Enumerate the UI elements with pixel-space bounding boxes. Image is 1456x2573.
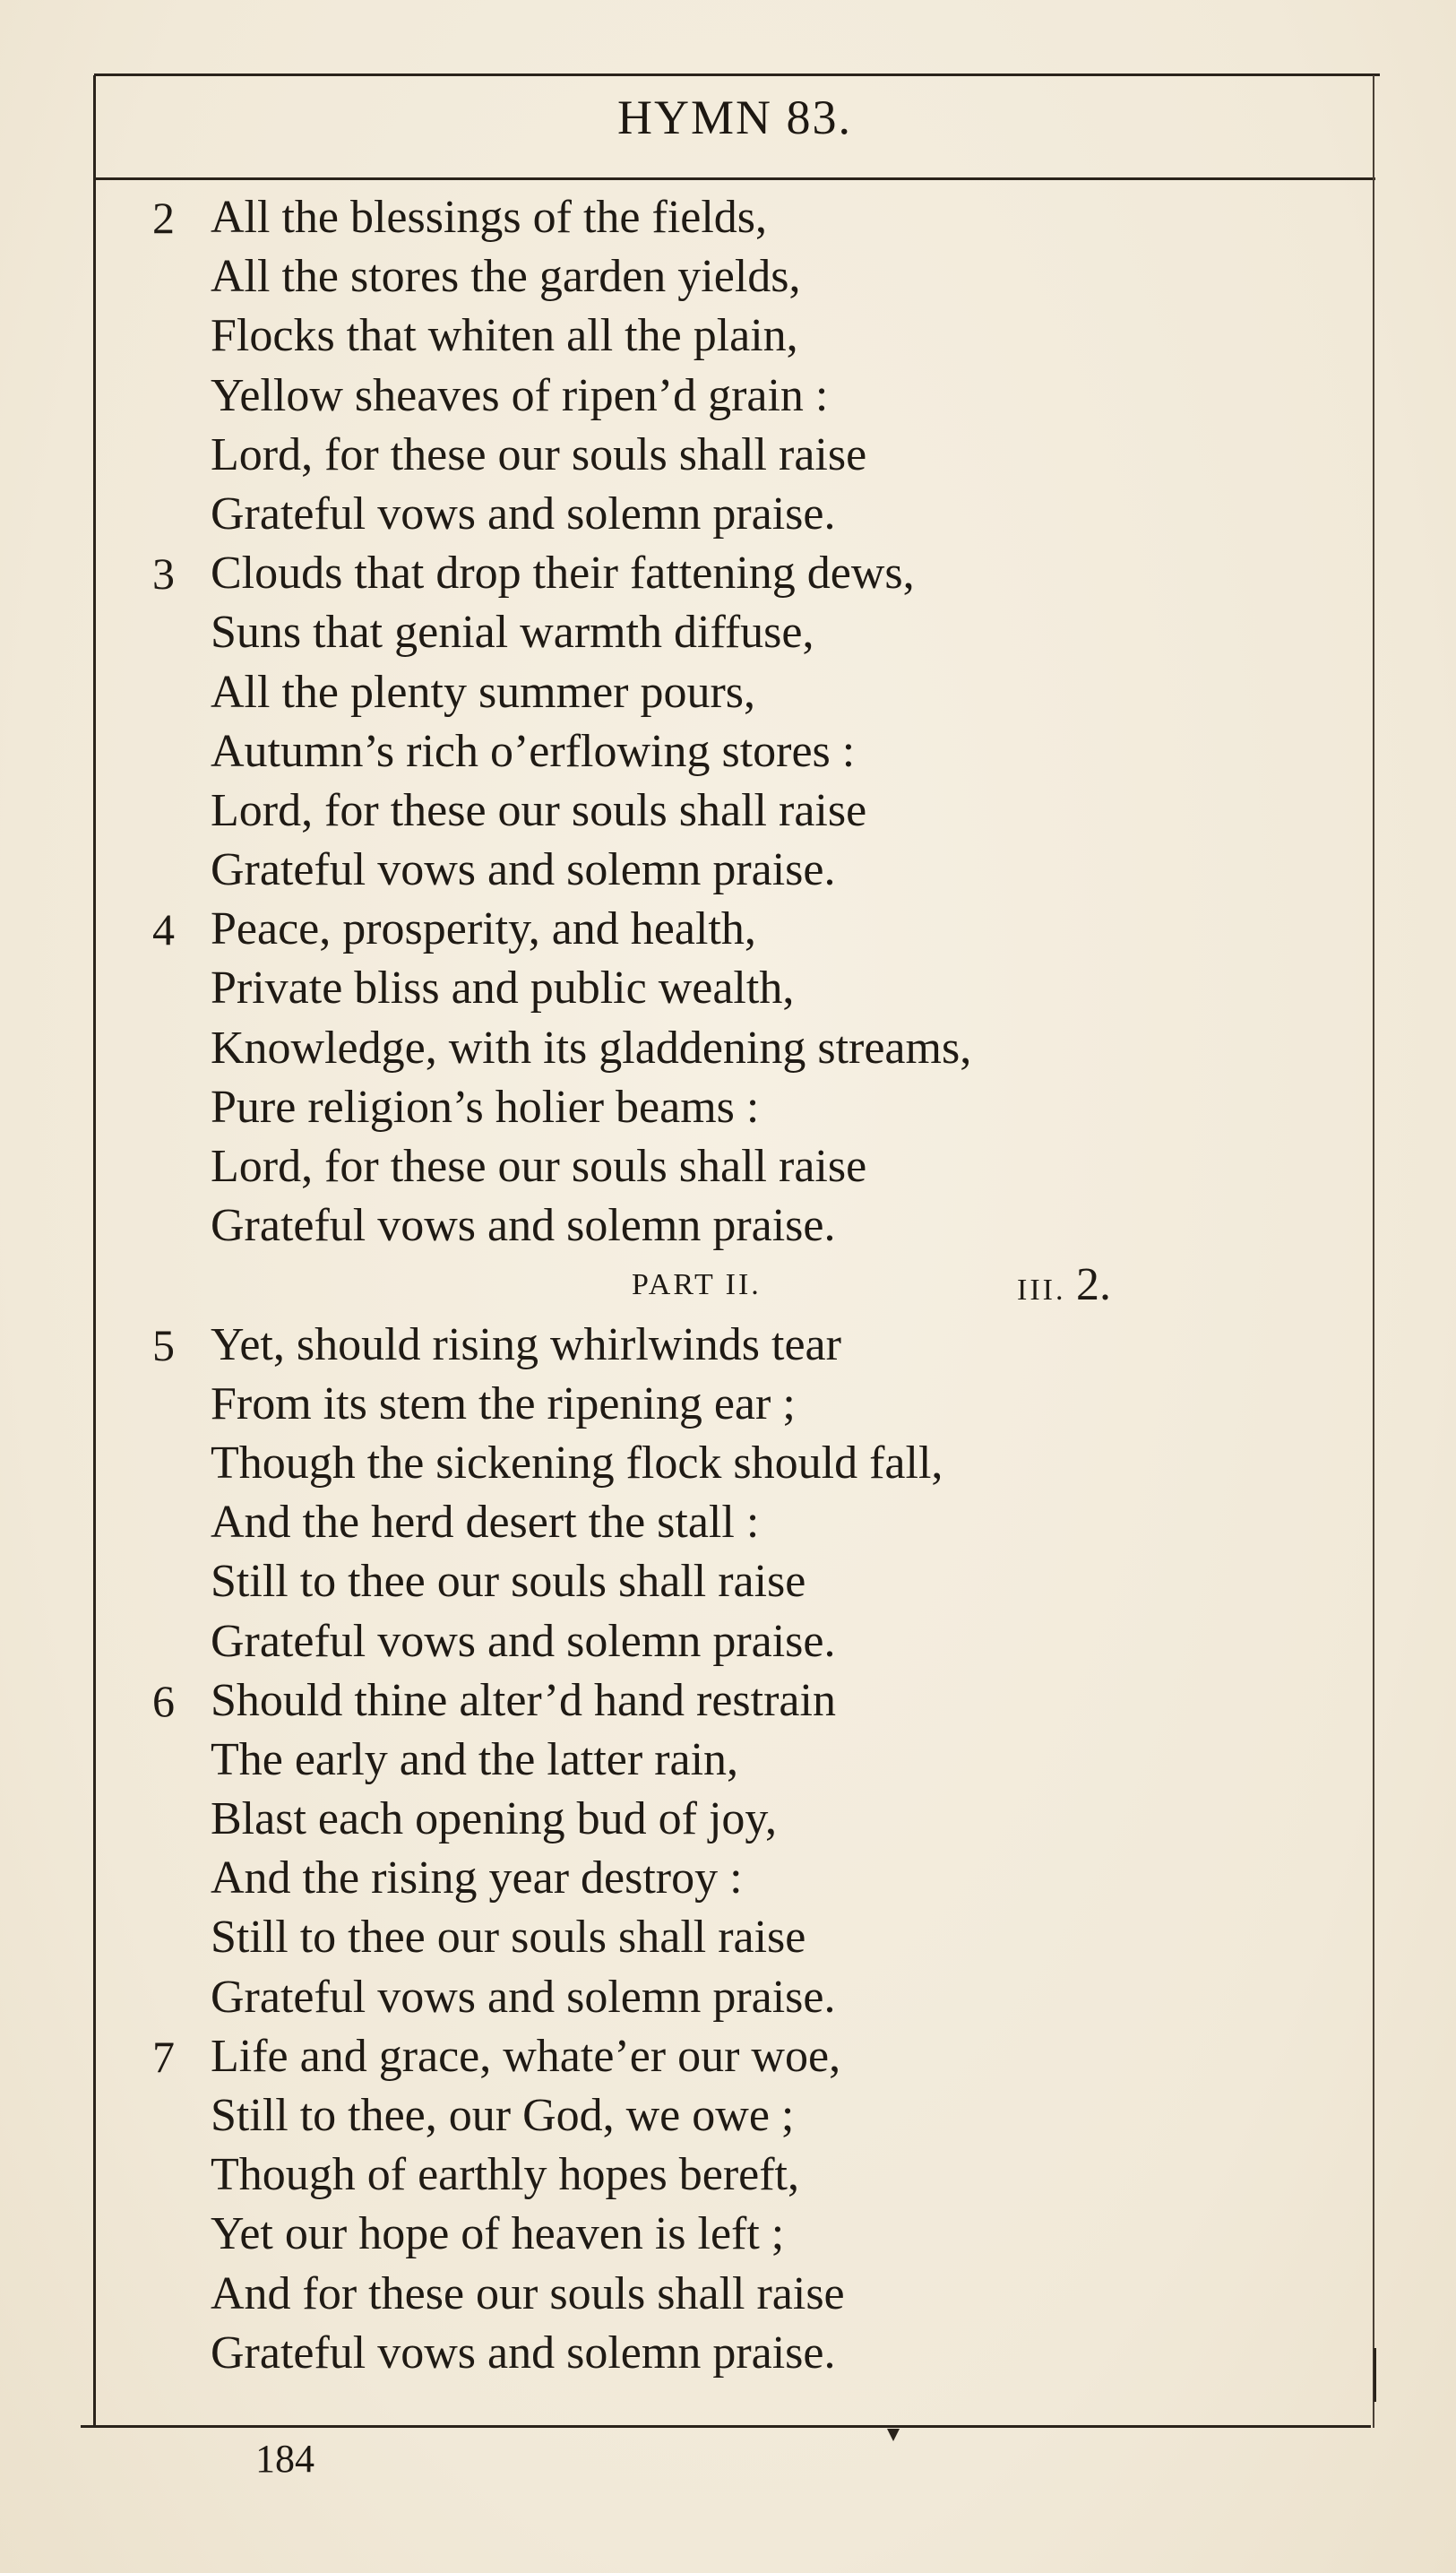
verse-text: Though the sickening flock should fall,: [211, 1437, 943, 1489]
part-label: PART II.: [632, 1268, 762, 1302]
stanza-number: 3: [152, 548, 175, 600]
verse-text: Private bliss and public wealth,: [211, 963, 795, 1015]
stanza-number: 7: [152, 2031, 175, 2082]
verse-text: Grateful vows and solemn praise.: [211, 2327, 836, 2379]
verse-line: [0, 1196, 1456, 1256]
verse-text: Should thine alter’d hand restrain: [211, 1674, 836, 1726]
verse-line: [0, 781, 1456, 841]
verse-line: [0, 426, 1456, 485]
verse-line: [0, 1434, 1456, 1493]
verse-text: All the blessings of the fields,: [211, 192, 768, 243]
verse-text: Suns that genial warmth diffuse,: [211, 607, 814, 659]
verse-line: [0, 1612, 1456, 1671]
verse-text: Grateful vows and solemn praise.: [211, 1615, 836, 1667]
verse-text: The early and the latter rain,: [211, 1733, 739, 1785]
verse-line: [0, 1790, 1456, 1849]
verse-text: All the stores the garden yields,: [211, 251, 801, 303]
verse-text: Clouds that drop their fattening dews,: [211, 548, 915, 600]
verse-line: [0, 307, 1456, 366]
verse-line: [0, 485, 1456, 544]
verse-text: Though of earthly hopes bereft,: [211, 2149, 800, 2201]
page-number: 184: [255, 2437, 314, 2481]
verse-text: Grateful vows and solemn praise.: [211, 1200, 836, 1252]
verse-line: [0, 1375, 1456, 1434]
verse-text: Lord, for these our souls shall raise: [211, 1141, 867, 1192]
verse-line: [0, 2324, 1456, 2383]
verse-line: [0, 2205, 1456, 2264]
part-heading: [0, 1256, 1456, 1315]
stanza-number: 5: [152, 1319, 175, 1370]
verse-line: [0, 1019, 1456, 1078]
verse-text: Lord, for these our souls shall raise: [211, 428, 867, 480]
verse-line: [0, 544, 1456, 603]
verse-line: [0, 1493, 1456, 1552]
header-rule: [94, 177, 1375, 180]
top-rule: [94, 73, 1380, 76]
verse-line: [0, 1968, 1456, 2027]
bottom-rule: [81, 2425, 1371, 2428]
verse-line: [0, 900, 1456, 959]
verse-text: Knowledge, with its gladdening streams,: [211, 1022, 972, 1074]
verse-text: Grateful vows and solemn praise.: [211, 488, 836, 540]
stanza-number: 6: [152, 1675, 175, 1726]
verse-line: [0, 603, 1456, 662]
verse-text: Grateful vows and solemn praise.: [211, 1971, 836, 2023]
meter-number: 2.: [1075, 1259, 1111, 1311]
verse-text: Yellow sheaves of ripen’d grain :: [211, 369, 829, 421]
verse-line: [0, 1908, 1456, 1967]
verse-text: Peace, prosperity, and health,: [211, 903, 756, 955]
verse-line: [0, 722, 1456, 781]
verse-text: Still to thee, our God, we owe ;: [211, 2090, 795, 2141]
verse-line: [0, 1849, 1456, 1908]
verse-line: [0, 1731, 1456, 1790]
verse-text: Flocks that whiten all the plain,: [211, 310, 798, 362]
verse-line: [0, 1078, 1456, 1137]
verse-text: Blast each opening bud of joy,: [211, 1793, 778, 1845]
stanza-number: 2: [152, 193, 175, 243]
hymn-title: HYMN 83.: [616, 91, 852, 144]
verse-line: [0, 2086, 1456, 2146]
verse-line: [0, 663, 1456, 722]
verse-line: [0, 2146, 1456, 2205]
verse-text: Life and grace, whate’er our woe,: [211, 2030, 841, 2082]
hymn-verses: [0, 188, 1456, 2383]
verse-line: [0, 2027, 1456, 2086]
printer-mark: [887, 2429, 900, 2441]
verse-line: [0, 188, 1456, 247]
verse-line: [0, 2265, 1456, 2324]
verse-line: [0, 1671, 1456, 1731]
verse-text: And the rising year destroy :: [211, 1852, 743, 1904]
verse-line: [0, 247, 1456, 307]
verse-line: [0, 367, 1456, 426]
verse-text: And for these our souls shall raise: [211, 2267, 845, 2319]
verse-text: Yet our hope of heaven is left ;: [211, 2208, 785, 2260]
verse-line: [0, 1552, 1456, 1611]
verse-text: Still to thee our souls shall raise: [211, 1912, 806, 1964]
verse-text: All the plenty summer pours,: [211, 666, 756, 718]
verse-text: Grateful vows and solemn praise.: [211, 844, 836, 896]
meter-label: [1017, 1256, 1111, 1320]
verse-text: From its stem the ripening ear ;: [211, 1377, 796, 1429]
verse-text: Pure religion’s holier beams :: [211, 1081, 760, 1133]
verse-line: [0, 959, 1456, 1018]
verse-text: Still to thee our souls shall raise: [211, 1556, 806, 1608]
verse-text: Autumn’s rich o’erflowing stores :: [211, 725, 856, 777]
verse-line: [0, 1316, 1456, 1375]
verse-line: [0, 1137, 1456, 1196]
verse-text: And the herd desert the stall :: [211, 1497, 760, 1549]
verse-line: [0, 841, 1456, 900]
verse-text: Lord, for these our souls shall raise: [211, 784, 867, 836]
meter-prefix: III.: [1017, 1274, 1066, 1308]
verse-text: Yet, should rising whirlwinds tear: [211, 1318, 841, 1370]
stanza-number: 4: [152, 904, 175, 955]
